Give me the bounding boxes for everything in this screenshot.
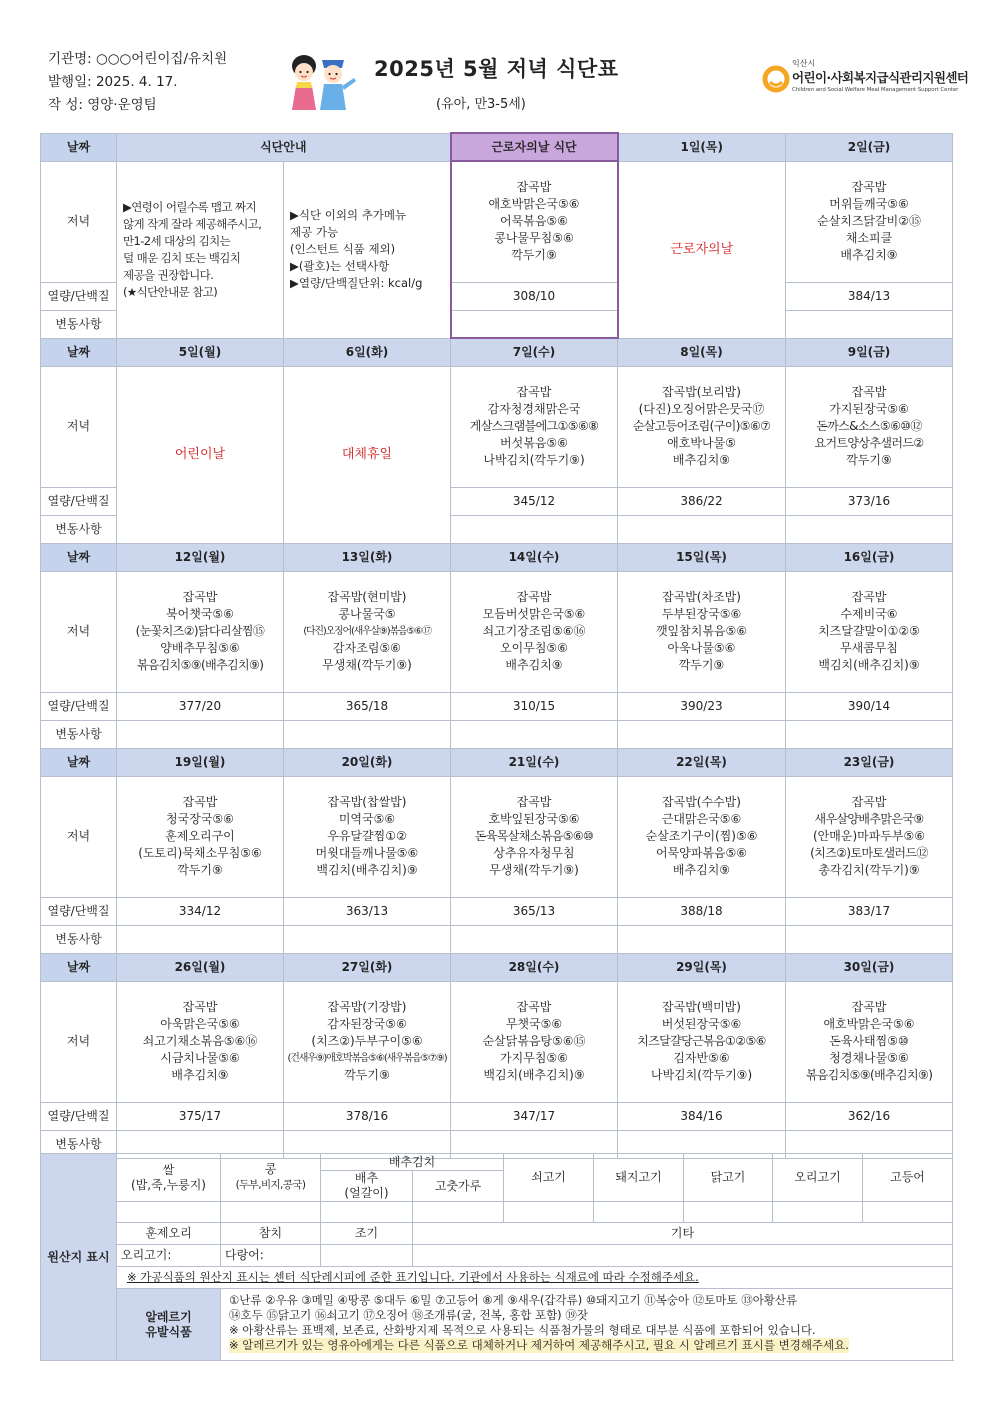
dinner-menu-table — [40, 132, 953, 1159]
kcal-cell: 363/13 — [284, 897, 451, 925]
beef-header: 쇠고기 — [504, 1154, 594, 1202]
note-cell[interactable] — [451, 720, 618, 748]
date-header: 19일(월) — [117, 748, 284, 776]
kcal-cell: 386/22 — [618, 487, 786, 515]
etc-header: 기타 — [413, 1223, 953, 1245]
date-header: 5일(월) — [117, 338, 284, 366]
note-cell[interactable] — [117, 720, 284, 748]
bean-header: 콩 (두부,비지,콩국) — [221, 1154, 321, 1202]
kcal-cell: 373/16 — [786, 487, 953, 515]
menu-cell: 잡곡밥 북어챗국⑤⑥ (눈꽃치즈②)닭다리살찜⑮ 양배추무침⑤⑥ 볶음김치⑤⑨(배추김치⑨) — [117, 571, 284, 692]
week4-date-row — [41, 748, 953, 776]
dinner-label: 저녁 — [41, 161, 117, 282]
date-label: 날짜 — [41, 953, 117, 981]
guide-header: 식단안내 — [117, 133, 451, 161]
note-cell[interactable] — [117, 925, 284, 953]
date-header: 27일(화) — [284, 953, 451, 981]
dinner-label: 저녁 — [41, 981, 117, 1102]
hanbok-characters-illustration — [284, 50, 360, 112]
menu-cell: 잡곡밥(차조밥) 두부된장국⑤⑥ 깻잎참치볶음⑤⑥ 아욱나물⑤⑥ 깍두기⑨ — [618, 571, 786, 692]
menu-cell: 잡곡밥 감자청경채맑은국 게살스크램블에그①⑤⑥⑧ 버섯볶음⑤⑥ 나박김치(깍두기⑨) — [451, 366, 618, 487]
note-cell[interactable] — [618, 720, 786, 748]
origin-cell[interactable] — [684, 1202, 773, 1223]
menu-cell: 잡곡밥 청국장국⑤⑥ 훈제오리구이 (도토리)묵채소무침⑤⑥ 깍두기⑨ — [117, 776, 284, 897]
menu-cell: 잡곡밥 가지된장국⑤⑥ 돈까스&소스⑤⑥⑩⑫ 요거트양상추샐러드② 깍두기⑨ — [786, 366, 953, 487]
origin-row-5 — [41, 1245, 953, 1267]
note-label: 변동사항 — [41, 515, 117, 543]
menu-cell: 잡곡밥 새우살양배추맑은국⑨ (안매운)마파두부⑤⑥ (치즈②)토마토샐러드⑫ 총각김치(깍두기)⑨ — [786, 776, 953, 897]
date-header: 15일(목) — [618, 543, 786, 571]
issue-date: 2025. 4. 17. — [95, 74, 178, 90]
date-header: 29일(목) — [618, 953, 786, 981]
dinner-label: 저녁 — [41, 776, 117, 897]
note-label: 변동사항 — [41, 1130, 117, 1158]
menu-cell: 잡곡밥(보리밥) (다진)오징어맑은뭇국⑰ 순살고등어조림(구이)⑤⑥⑦ 애호박나물⑤ 배추김치⑨ — [618, 366, 786, 487]
menu-cell: 잡곡밥(백미밥) 버섯된장국⑤⑥ 치즈달걀당근볶음①②⑤⑥ 김자반⑤⑥ 나박김치(깍두기⑨) — [618, 981, 786, 1102]
kcal-cell: 390/14 — [786, 692, 953, 720]
rice-header: 쌀 (밥,죽,누룽지) — [117, 1154, 221, 1202]
date-header: 6일(화) — [284, 338, 451, 366]
menu-cell: 잡곡밥 애호박맑은국⑤⑥ 돈육사태찜⑤⑩ 청경채나물⑤⑥ 볶음김치⑤⑨(배추김치⑨) — [786, 981, 953, 1102]
week3-kcal-row — [41, 692, 953, 720]
date-header: 22일(목) — [618, 748, 786, 776]
week5-dinner-row — [41, 981, 953, 1102]
worker-day-header: 근로자의날 식단 — [451, 133, 618, 161]
page-subtitle: (유아, 만3-5세) — [436, 97, 526, 112]
smoked-duck-header: 훈제오리 — [117, 1223, 221, 1245]
menu-cell: 잡곡밥 머위들깨국⑤⑥ 순살치즈닭갈비②⑮ 채소피클 배추김치⑨ — [786, 161, 953, 282]
holiday-cell: 어린이날 — [117, 366, 284, 543]
origin-cell[interactable] — [504, 1202, 594, 1223]
origin-row-1 — [41, 1154, 953, 1171]
croaker-input[interactable] — [321, 1245, 413, 1267]
menu-cell: 잡곡밥 애호박맑은국⑤⑥ 어묵볶음⑤⑥ 콩나물무침⑤⑥ 깍두기⑨ — [451, 161, 618, 282]
note-label: 변동사항 — [41, 310, 117, 338]
origin-note: ※ 가공식품의 원산지 표시는 센터 식단레시피에 준한 표기입니다. 기관에서 사용하는 식재료에 따라 수정해주세요. — [117, 1267, 953, 1289]
date-label: 날짜 — [41, 133, 117, 161]
allergy-label: 알레르기 유발식품 — [117, 1289, 221, 1361]
duck-header: 오리고기 — [773, 1154, 863, 1202]
date-header: 9일(금) — [786, 338, 953, 366]
agency-name: ○○○어린이집/유치원 — [95, 51, 228, 67]
note-cell[interactable] — [284, 925, 451, 953]
kcal-cell: 388/18 — [618, 897, 786, 925]
week4-dinner-row — [41, 776, 953, 897]
date-header: 30일(금) — [786, 953, 953, 981]
kcal-cell: 377/20 — [117, 692, 284, 720]
date-header: 7일(수) — [451, 338, 618, 366]
smile-logo-icon — [762, 60, 790, 98]
week5-kcal-row — [41, 1102, 953, 1130]
chicken-header: 닭고기 — [684, 1154, 773, 1202]
week3-date-row — [41, 543, 953, 571]
menu-cell: 잡곡밥 호박잎된장국⑤⑥ 돈육목살채소볶음⑤⑥⑩ 상추유자청무침 무생채(깍두기⑨) — [451, 776, 618, 897]
kcal-cell: 310/15 — [451, 692, 618, 720]
kcal-label: 열량/단백질 — [41, 487, 117, 515]
note-cell[interactable] — [786, 515, 953, 543]
kcal-cell: 362/16 — [786, 1102, 953, 1130]
allergy-row — [41, 1289, 953, 1361]
week1-dinner-row — [41, 161, 953, 282]
date-header: 2일(금) — [786, 133, 953, 161]
week3-note-row — [41, 720, 953, 748]
kcal-cell: 345/12 — [451, 487, 618, 515]
origin-cell[interactable] — [321, 1202, 413, 1223]
date-header: 16일(금) — [786, 543, 953, 571]
date-label: 날짜 — [41, 543, 117, 571]
kcal-cell: 383/17 — [786, 897, 953, 925]
note-cell[interactable] — [786, 310, 953, 338]
kcal-label: 열량/단백질 — [41, 282, 117, 310]
date-header: 28일(수) — [451, 953, 618, 981]
menu-cell: 잡곡밥(찹쌀밥) 미역국⑤⑥ 우유달걀찜①② 머윗대들깨나물⑤⑥ 백김치(배추김치)⑨ — [284, 776, 451, 897]
dinner-label: 저녁 — [41, 366, 117, 487]
kcal-cell: 384/16 — [618, 1102, 786, 1130]
header-info — [48, 48, 227, 117]
origin-cell[interactable] — [221, 1202, 321, 1223]
kcal-cell: 378/16 — [284, 1102, 451, 1130]
author-row: 작 성: 영양·운영팀 — [48, 97, 157, 113]
guide-left: ▶연령이 어릴수록 맵고 짜지 않게 작게 잘라 제공해주시고, 만1-2세 대상의 김치는 덜 매운 김치 또는 백김치 제공을 권장합니다. (★식단안내문 참고) — [117, 161, 284, 338]
week2-date-row — [41, 338, 953, 366]
guide-right: ▶식단 이외의 추가메뉴 제공 가능 (인스턴트 식품 제외) ▶(괄호)는 선택사항 ▶열량/단백질단위: kcal/g — [284, 161, 451, 338]
holiday-cell: 근로자의날 — [618, 161, 786, 338]
date-header: 20일(화) — [284, 748, 451, 776]
logo-english: Children and Social Welfare Meal Management Support Center — [792, 87, 959, 93]
date-header: 12일(월) — [117, 543, 284, 571]
origin-row-4 — [41, 1223, 953, 1245]
chili-header: 고춧가루 — [413, 1171, 504, 1202]
kcal-label: 열량/단백질 — [41, 692, 117, 720]
etc-input[interactable] — [413, 1245, 953, 1267]
mackerel-header: 고등어 — [863, 1154, 953, 1202]
date-header: 26일(월) — [117, 953, 284, 981]
kcal-cell: 365/18 — [284, 692, 451, 720]
holiday-cell: 대체휴일 — [284, 366, 451, 543]
kcal-label: 열량/단백질 — [41, 1102, 117, 1130]
date-label: 날짜 — [41, 338, 117, 366]
menu-cell: 잡곡밥(수수밥) 근대맑은국⑤⑥ 순살조기구이(찜)⑤⑥ 어묵양파볶음⑤⑥ 배추김치⑨ — [618, 776, 786, 897]
author-name: 영양·운영팀 — [87, 97, 157, 113]
origin-cell[interactable] — [773, 1202, 863, 1223]
agency-row: 기관명: ○○○어린이집/유치원 — [48, 51, 228, 67]
menu-cell: 잡곡밥 수제비국⑥ 치즈달걀말이①②⑤ 무새콤무침 백김치(배추김치)⑨ — [786, 571, 953, 692]
note-cell[interactable] — [618, 925, 786, 953]
menu-cell: 잡곡밥 무챗국⑤⑥ 순살닭볶음탕⑤⑥⑮ 가지무침⑤⑥ 백김치(배추김치)⑨ — [451, 981, 618, 1102]
menu-cell: 잡곡밥(현미밥) 콩나물국⑤ (다진)오징어(새우살⑨)볶음⑤⑥⑰ 감자조림⑤⑥ 무생채(깍두기⑨) — [284, 571, 451, 692]
allergy-text: ①난류 ②우유 ③메밀 ④땅콩 ⑤대두 ⑥밀 ⑦고등어 ⑧게 ⑨새우(갑각류) ⑩돼지고기 ⑪복숭아 ⑫토마토 ⑬아황산류 ⑭호두 ⑮닭고기 ⑯쇠고기 ⑰오징어 ⑱조개류(굴, 전복, 홍합 포함) ⑲잣 ※ 아황산류는 표백제, 보존료, 산화방지제 목적으로 사용되는 식품첨가물의 형태로 대부분 식품에 포함되어 있습니다. ※ 알레르기가 있는 영유아에게는 다른 식품으로 대체하거나 제거하여 제공해주시고, 필요 시 알레르기 표시를 변경해주세요. — [221, 1289, 953, 1361]
note-cell[interactable] — [451, 925, 618, 953]
note-cell[interactable] — [786, 720, 953, 748]
menu-cell: 잡곡밥 모듬버섯맑은국⑤⑥ 쇠고기장조림⑤⑥⑯ 오이무침⑤⑥ 배추김치⑨ — [451, 571, 618, 692]
week4-note-row — [41, 925, 953, 953]
note-label: 변동사항 — [41, 925, 117, 953]
kcal-cell: 308/10 — [451, 282, 618, 310]
note-cell[interactable] — [451, 515, 618, 543]
pork-header: 돼지고기 — [594, 1154, 684, 1202]
date-header: 13일(화) — [284, 543, 451, 571]
week4-kcal-row — [41, 897, 953, 925]
issue-row: 발행일: 2025. 4. 17. — [48, 74, 178, 90]
duck-meat-input[interactable]: 오리고기: — [117, 1245, 221, 1267]
origin-label: 원산지 표시 — [41, 1154, 117, 1361]
kcal-cell: 334/12 — [117, 897, 284, 925]
note-cell[interactable] — [451, 310, 618, 338]
kcal-cell: 384/13 — [786, 282, 953, 310]
kcal-cell: 347/17 — [451, 1102, 618, 1130]
logo-name: 어린이·사회복지급식관리지원센터 — [792, 70, 969, 85]
kcal-label: 열량/단백질 — [41, 897, 117, 925]
week5-date-row — [41, 953, 953, 981]
date-header: 23일(금) — [786, 748, 953, 776]
date-header: 8일(목) — [618, 338, 786, 366]
week2-dinner-row — [41, 366, 953, 487]
page-title: 2025년 5월 저녁 식단표 — [374, 57, 619, 81]
date-header: 1일(목) — [618, 133, 786, 161]
note-cell[interactable] — [284, 720, 451, 748]
kcal-cell: 375/17 — [117, 1102, 284, 1130]
week3-dinner-row — [41, 571, 953, 692]
week1-date-row — [41, 133, 953, 161]
date-header: 21일(수) — [451, 748, 618, 776]
logo-city: 익산시 — [792, 59, 816, 68]
origin-cell[interactable] — [117, 1202, 221, 1223]
kcal-cell: 390/23 — [618, 692, 786, 720]
center-logo — [762, 58, 969, 104]
origin-cell[interactable] — [413, 1202, 504, 1223]
note-cell[interactable] — [618, 515, 786, 543]
origin-cell[interactable] — [594, 1202, 684, 1223]
dinner-label: 저녁 — [41, 571, 117, 692]
tuna-input[interactable]: 다랑어: — [221, 1245, 321, 1267]
origin-cell[interactable] — [863, 1202, 953, 1223]
origin-allergy-table — [40, 1153, 953, 1361]
menu-cell: 잡곡밥(기장밥) 감자된장국⑤⑥ (치즈②)두부구이⑤⑥ (건새우⑨)애호박볶음⑤⑥(새우볶음⑤⑦⑨) 깍두기⑨ — [284, 981, 451, 1102]
kcal-cell: 365/13 — [451, 897, 618, 925]
tuna-header: 참치 — [221, 1223, 321, 1245]
note-label: 변동사항 — [41, 720, 117, 748]
kimchi-header: 배추김치 — [321, 1154, 504, 1171]
origin-row-3 — [41, 1202, 953, 1223]
date-header: 14일(수) — [451, 543, 618, 571]
menu-cell: 잡곡밥 아욱맑은국⑤⑥ 쇠고기채소볶음⑤⑥⑯ 시금치나물⑤⑥ 배추김치⑨ — [117, 981, 284, 1102]
origin-row-6 — [41, 1267, 953, 1289]
note-cell[interactable] — [786, 925, 953, 953]
date-label: 날짜 — [41, 748, 117, 776]
croaker-header: 조기 — [321, 1223, 413, 1245]
cabbage-header: 배추 (얼갈이) — [321, 1171, 413, 1202]
